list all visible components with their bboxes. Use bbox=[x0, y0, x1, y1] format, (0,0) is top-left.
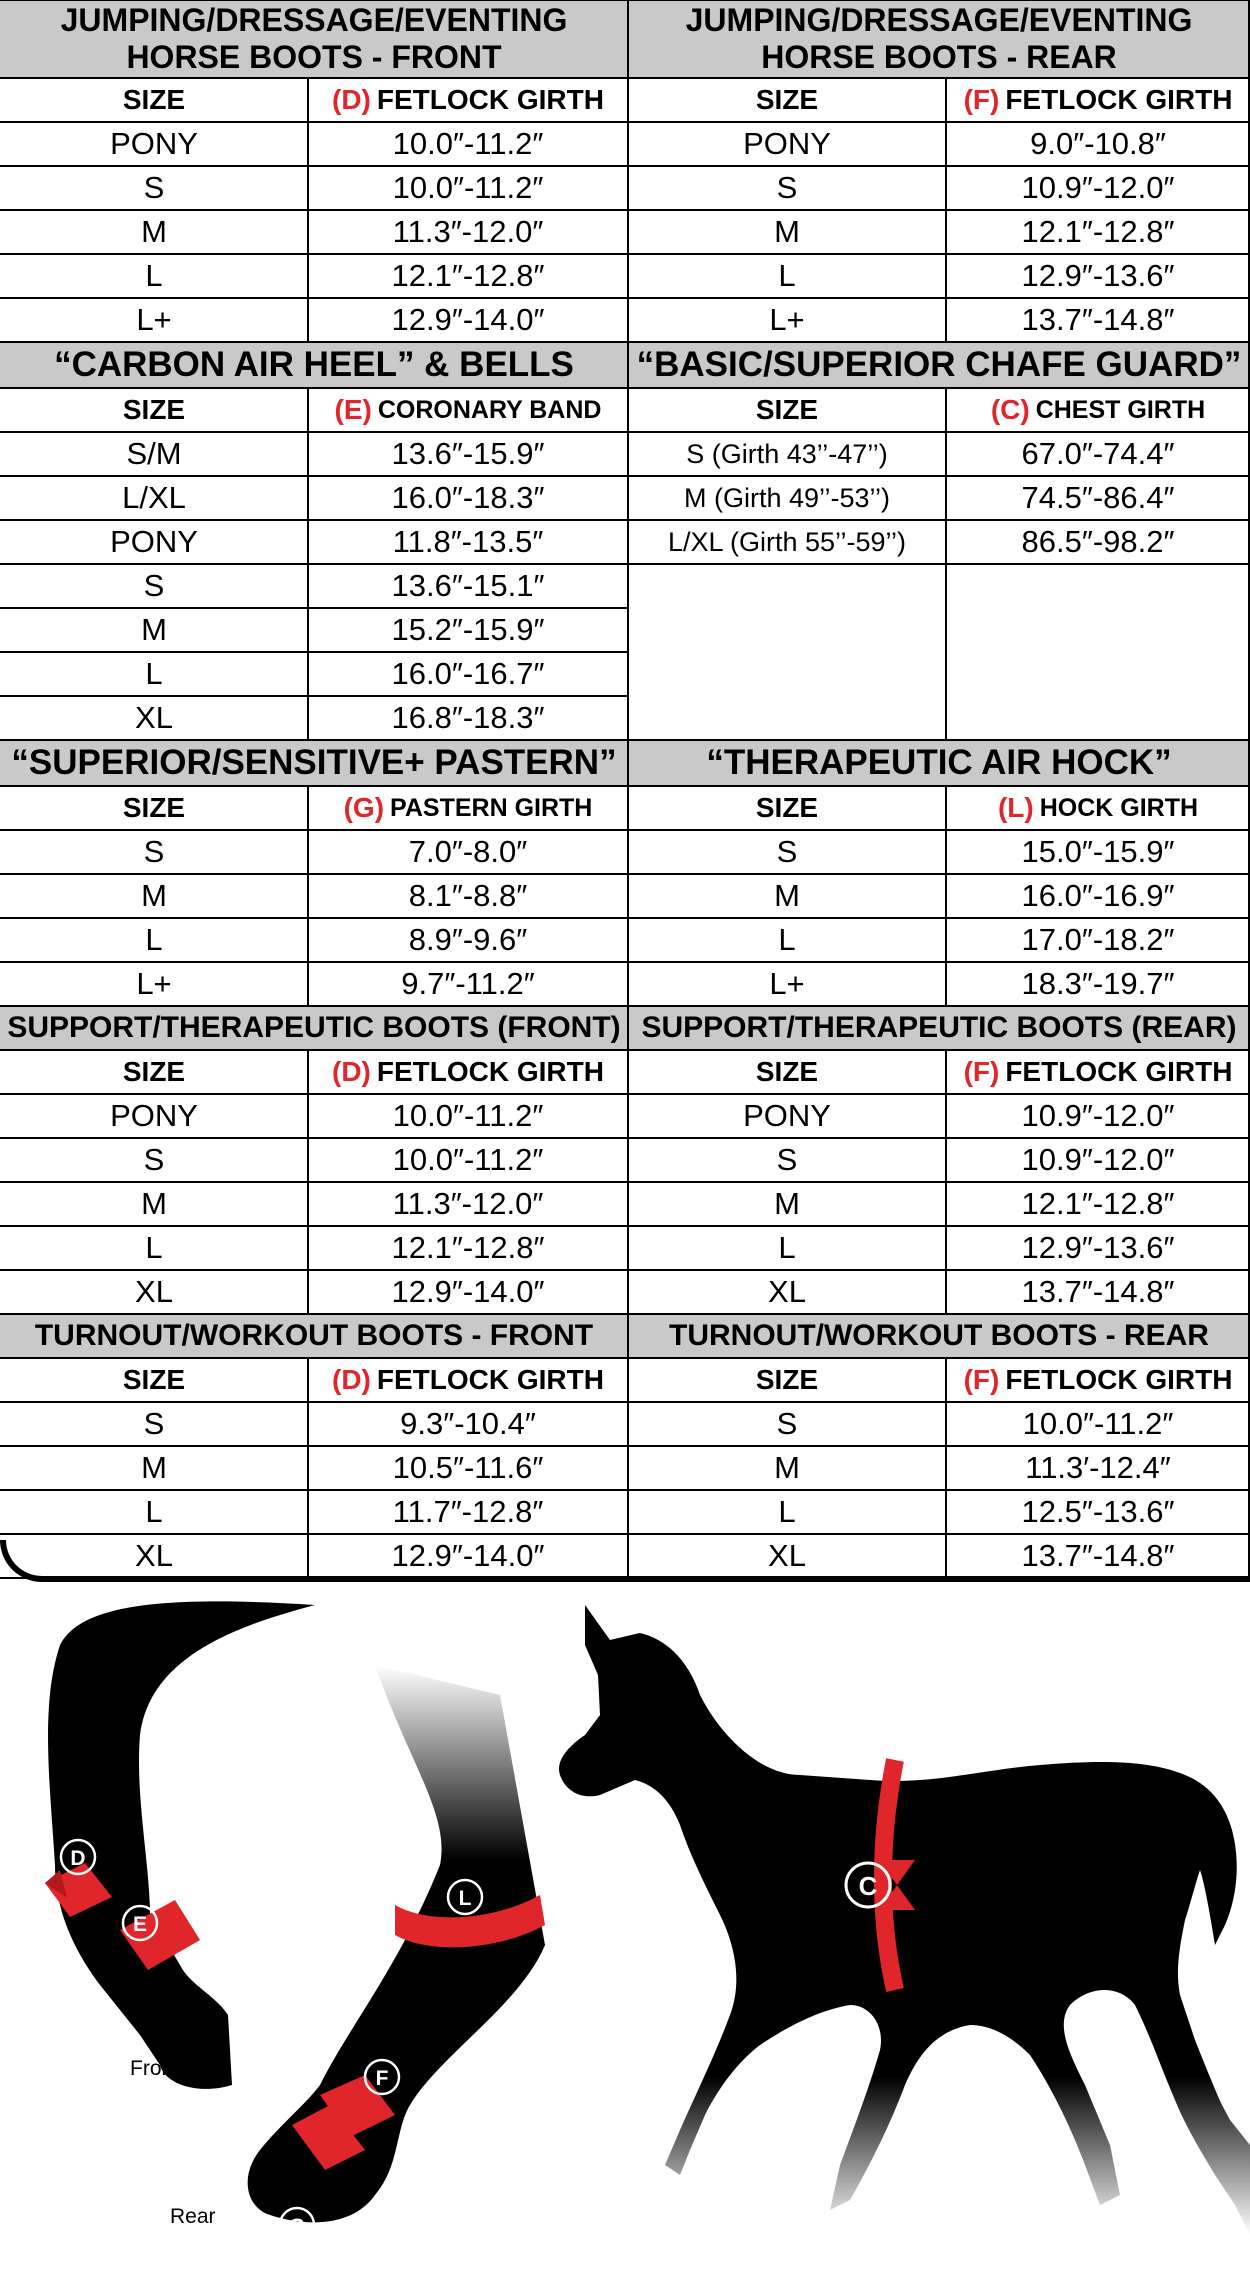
divider bbox=[0, 1137, 1250, 1139]
size-cell: S bbox=[143, 170, 165, 205]
measurement-letter: (D) bbox=[332, 84, 371, 115]
measurement-column-header bbox=[946, 1050, 1250, 1094]
divider bbox=[945, 786, 947, 1006]
header-turnout-rear: TURNOUT/WORKOUT BOOTS - REAR bbox=[628, 1314, 1250, 1358]
measurement-cell: 12.1″-12.8″ bbox=[391, 1230, 545, 1265]
size-cell: L bbox=[145, 922, 163, 957]
size-cell: M bbox=[774, 1186, 800, 1221]
size-cell: L+ bbox=[769, 966, 805, 1001]
size-cell: L/XL bbox=[122, 480, 186, 515]
measurement-name: PASTERN GIRTH bbox=[390, 793, 593, 822]
measurement-cell: 13.6″-15.1″ bbox=[391, 568, 545, 603]
size-cell: S bbox=[143, 1406, 165, 1441]
measurement-cell: 8.9″-9.6″ bbox=[408, 922, 528, 957]
size-cell: M bbox=[141, 214, 167, 249]
measurement-cell: 8.1″-8.8″ bbox=[408, 878, 528, 913]
measurement-column-header bbox=[308, 1050, 628, 1094]
measurement-cell: 9.7″-11.2″ bbox=[401, 966, 535, 1001]
header-support-rear: SUPPORT/THERAPEUTIC BOOTS (REAR) bbox=[628, 1006, 1250, 1050]
size-column-header: SIZE bbox=[122, 84, 186, 115]
header-jde-rear bbox=[628, 0, 1250, 78]
size-cell: S bbox=[776, 170, 798, 205]
divider bbox=[0, 253, 1250, 255]
measurement-cell: 12.9″-14.0″ bbox=[391, 302, 545, 337]
measurement-cell: 13.7″-14.8″ bbox=[1021, 1538, 1175, 1573]
size-cell: M bbox=[141, 1186, 167, 1221]
divider bbox=[0, 0, 1250, 1]
size-cell: XL bbox=[135, 1538, 173, 1573]
size-cell: XL bbox=[135, 1274, 173, 1309]
size-cell: S bbox=[143, 1142, 165, 1177]
measurement-letter: (F) bbox=[963, 84, 1000, 115]
divider bbox=[307, 786, 309, 1006]
horse-silhouette bbox=[559, 1605, 1250, 2235]
header-pastern: “SUPERIOR/SENSITIVE+ PASTERN” bbox=[0, 740, 628, 786]
svg-text:G: G bbox=[288, 2215, 306, 2238]
svg-text:E: E bbox=[132, 1913, 148, 1936]
divider bbox=[0, 1049, 1250, 1051]
divider bbox=[0, 1313, 1250, 1315]
rear-leg-silhouette bbox=[248, 1665, 545, 2222]
divider bbox=[945, 78, 947, 342]
measurement-letter: (D) bbox=[332, 1364, 371, 1395]
measurement-cell: 16.0″-18.3″ bbox=[391, 480, 545, 515]
measurement-cell: 13.6″-15.9″ bbox=[391, 436, 545, 471]
measurement-cell: 12.9″-14.0″ bbox=[391, 1538, 545, 1573]
measurement-cell: 17.0″-18.2″ bbox=[1021, 922, 1175, 957]
size-cell: S bbox=[776, 1406, 798, 1441]
divider bbox=[0, 475, 1250, 477]
divider bbox=[0, 917, 1250, 919]
divider bbox=[0, 431, 1250, 433]
divider bbox=[0, 1269, 1250, 1271]
size-cell: M bbox=[141, 878, 167, 913]
size-cell: M bbox=[141, 1450, 167, 1485]
measurement-letter: (G) bbox=[343, 792, 385, 823]
measurement-name: FETLOCK GIRTH bbox=[1005, 1364, 1233, 1395]
size-cell: L+ bbox=[136, 302, 172, 337]
measurement-cell: 13.7″-14.8″ bbox=[1021, 1274, 1175, 1309]
size-cell: S bbox=[776, 834, 798, 869]
size-column-header: SIZE bbox=[122, 792, 186, 823]
measurement-cell: 12.9″-14.0″ bbox=[391, 1274, 545, 1309]
size-cell: L bbox=[145, 656, 163, 691]
measurement-cell: 10.0″-11.2″ bbox=[392, 170, 544, 205]
measurement-cell: 12.1″-12.8″ bbox=[391, 258, 545, 293]
divider bbox=[0, 1005, 1250, 1007]
divider bbox=[0, 961, 1250, 963]
size-cell: PONY bbox=[110, 126, 198, 161]
divider bbox=[0, 1357, 1250, 1359]
measurement-letter: (C) bbox=[990, 394, 1030, 425]
divider bbox=[0, 77, 1250, 79]
measurement-cell: 9.0″-10.8″ bbox=[1030, 126, 1166, 161]
measurement-letter: (L) bbox=[997, 792, 1034, 823]
measurement-cell: 11.3″-12.0″ bbox=[392, 1186, 544, 1221]
size-cell: S (Girth 43’’-47’’) bbox=[686, 438, 888, 469]
measurement-cell: 11.8″-13.5″ bbox=[392, 524, 544, 559]
measurement-name: FETLOCK GIRTH bbox=[376, 1056, 604, 1087]
measurement-cell: 11.3′-12.4″ bbox=[1025, 1450, 1171, 1485]
size-cell: L bbox=[145, 258, 163, 293]
header-jde-rear-line: HORSE BOOTS - REAR bbox=[761, 39, 1117, 75]
chart-bottom-border bbox=[0, 1540, 1250, 1582]
measurement-cell: 18.3″-19.7″ bbox=[1021, 966, 1175, 1001]
measurement-column-header bbox=[946, 388, 1250, 432]
size-column-header: SIZE bbox=[755, 1056, 819, 1087]
divider bbox=[945, 388, 947, 740]
measurement-column-header bbox=[308, 786, 628, 830]
divider bbox=[0, 1181, 1250, 1183]
size-cell: L bbox=[145, 1494, 163, 1529]
size-cell: L bbox=[778, 1494, 796, 1529]
measurement-name: FETLOCK GIRTH bbox=[1005, 1056, 1233, 1087]
measurement-name: FETLOCK GIRTH bbox=[376, 84, 604, 115]
measurement-column-header bbox=[946, 786, 1250, 830]
divider bbox=[0, 1445, 1250, 1447]
svg-text:L: L bbox=[458, 1887, 472, 1910]
header-jde-rear-line: JUMPING/DRESSAGE/EVENTING bbox=[685, 2, 1193, 39]
header-jde-front-line: HORSE BOOTS - FRONT bbox=[126, 39, 502, 75]
divider bbox=[0, 387, 1250, 389]
measurement-cell: 10.9″-12.0″ bbox=[1021, 170, 1175, 205]
measurement-letter: (D) bbox=[332, 1056, 371, 1087]
size-cell: L bbox=[778, 258, 796, 293]
measurement-column-header bbox=[946, 1358, 1250, 1402]
svg-text:D: D bbox=[70, 1847, 86, 1870]
front-leg-silhouette bbox=[48, 1601, 315, 2089]
header-support-front: SUPPORT/THERAPEUTIC BOOTS (FRONT) bbox=[0, 1006, 628, 1050]
size-cell: S bbox=[776, 1142, 798, 1177]
size-cell: XL bbox=[768, 1274, 806, 1309]
measurement-cell: 11.7″-12.8″ bbox=[392, 1494, 544, 1529]
divider bbox=[0, 121, 1250, 123]
size-cell: S/M bbox=[126, 436, 182, 471]
divider bbox=[0, 1401, 1250, 1403]
measurement-name: CHEST GIRTH bbox=[1035, 395, 1206, 424]
measurement-cell: 12.9″-13.6″ bbox=[1021, 258, 1175, 293]
divider bbox=[307, 1050, 309, 1314]
measurement-name: FETLOCK GIRTH bbox=[376, 1364, 604, 1395]
size-cell: L bbox=[145, 1230, 163, 1265]
svg-text:F: F bbox=[375, 2067, 389, 2090]
measurement-cell: 12.1″-12.8″ bbox=[1021, 214, 1175, 249]
header-jde-front bbox=[0, 0, 628, 78]
divider bbox=[307, 78, 309, 342]
measurement-cell: 10.0″-11.2″ bbox=[392, 1142, 544, 1177]
divider bbox=[0, 1225, 1250, 1227]
measurement-column-header bbox=[946, 78, 1250, 122]
size-column-header: SIZE bbox=[755, 394, 819, 425]
size-cell: L+ bbox=[136, 966, 172, 1001]
header-chafe: “BASIC/SUPERIOR CHAFE GUARD” bbox=[628, 342, 1250, 388]
measurement-cell: 10.9″-12.0″ bbox=[1021, 1098, 1175, 1133]
size-cell: L bbox=[778, 922, 796, 957]
header-turnout-front: TURNOUT/WORKOUT BOOTS - FRONT bbox=[0, 1314, 628, 1358]
measurement-cell: 12.5″-13.6″ bbox=[1021, 1494, 1175, 1529]
rear-caption: Rear bbox=[170, 2205, 216, 2228]
divider bbox=[0, 165, 1250, 167]
measurement-cell: 7.0″-8.0″ bbox=[408, 834, 528, 869]
measurement-name: HOCK GIRTH bbox=[1039, 793, 1199, 822]
measurement-column-header bbox=[308, 388, 628, 432]
divider bbox=[307, 388, 309, 740]
divider bbox=[0, 341, 1250, 343]
size-cell: M bbox=[774, 878, 800, 913]
size-cell: M bbox=[774, 214, 800, 249]
measurement-cell: 9.3″-10.4″ bbox=[400, 1406, 536, 1441]
size-column-header: SIZE bbox=[755, 792, 819, 823]
size-cell: M bbox=[774, 1450, 800, 1485]
size-cell: S bbox=[143, 834, 165, 869]
size-cell: XL bbox=[135, 700, 173, 735]
measurement-name: CORONARY BAND bbox=[377, 395, 602, 424]
divider bbox=[945, 1050, 947, 1314]
measurement-cell: 16.0″-16.9″ bbox=[1021, 878, 1175, 913]
divider bbox=[0, 519, 1250, 521]
measurement-cell: 15.2″-15.9″ bbox=[391, 612, 545, 647]
measurement-cell: 67.0″-74.4″ bbox=[1021, 436, 1175, 471]
measurement-column-header bbox=[308, 1358, 628, 1402]
size-column-header: SIZE bbox=[755, 1364, 819, 1395]
marker-c-label: C bbox=[858, 1871, 878, 1901]
measurement-cell: 10.0″-11.2″ bbox=[392, 126, 544, 161]
size-cell: L bbox=[778, 1230, 796, 1265]
divider bbox=[627, 0, 629, 1578]
measurement-cell: 10.0″-11.2″ bbox=[1022, 1406, 1174, 1441]
size-cell: M (Girth 49’’-53’’) bbox=[683, 482, 891, 513]
size-cell: PONY bbox=[110, 1098, 198, 1133]
measurement-cell: 16.8″-18.3″ bbox=[391, 700, 545, 735]
measurement-cell: 10.0″-11.2″ bbox=[392, 1098, 544, 1133]
measurement-column-header bbox=[308, 78, 628, 122]
header-carbon: “CARBON AIR HEEL” & BELLS bbox=[0, 342, 628, 388]
size-cell: S bbox=[143, 568, 165, 603]
measurement-cell: 86.5″-98.2″ bbox=[1021, 524, 1175, 559]
divider bbox=[0, 873, 1250, 875]
measurement-name: FETLOCK GIRTH bbox=[1005, 84, 1233, 115]
header-jde-front-line: JUMPING/DRESSAGE/EVENTING bbox=[60, 2, 568, 39]
divider bbox=[0, 209, 1250, 211]
measurement-letter: (F) bbox=[963, 1364, 1000, 1395]
size-cell: PONY bbox=[110, 524, 198, 559]
divider bbox=[0, 1489, 1250, 1491]
measurement-cell: 12.1″-12.8″ bbox=[1021, 1186, 1175, 1221]
measurement-cell: 10.9″-12.0″ bbox=[1021, 1142, 1175, 1177]
measurement-letter: (F) bbox=[963, 1056, 1000, 1087]
measurement-diagram bbox=[0, 1585, 1250, 2292]
size-cell: PONY bbox=[743, 1098, 831, 1133]
size-cell: XL bbox=[768, 1538, 806, 1573]
size-cell: PONY bbox=[743, 126, 831, 161]
chafe-blank-area bbox=[629, 565, 1250, 739]
measurement-cell: 74.5″-86.4″ bbox=[1021, 480, 1175, 515]
divider bbox=[0, 829, 1250, 831]
size-cell: M bbox=[141, 612, 167, 647]
measurement-cell: 11.3″-12.0″ bbox=[392, 214, 544, 249]
divider bbox=[0, 1533, 1250, 1535]
measurement-cell: 12.9″-13.6″ bbox=[1021, 1230, 1175, 1265]
measurement-cell: 10.5″-11.6″ bbox=[392, 1450, 544, 1485]
size-column-header: SIZE bbox=[755, 84, 819, 115]
header-hock: “THERAPEUTIC AIR HOCK” bbox=[628, 740, 1250, 786]
measurement-cell: 15.0″-15.9″ bbox=[1021, 834, 1175, 869]
size-cell: L+ bbox=[769, 302, 805, 337]
front-caption: Front bbox=[130, 2057, 180, 2080]
divider bbox=[0, 785, 1250, 787]
divider bbox=[0, 297, 1250, 299]
measurement-cell: 13.7″-14.8″ bbox=[1021, 302, 1175, 337]
size-column-header: SIZE bbox=[122, 1364, 186, 1395]
measurement-cell: 16.0″-16.7″ bbox=[391, 656, 545, 691]
measurement-letter: (E) bbox=[334, 394, 372, 425]
divider bbox=[0, 739, 1250, 741]
size-column-header: SIZE bbox=[122, 394, 186, 425]
size-cell: L/XL (Girth 55’’-59’’) bbox=[667, 526, 907, 557]
divider bbox=[0, 1093, 1250, 1095]
size-column-header: SIZE bbox=[122, 1056, 186, 1087]
